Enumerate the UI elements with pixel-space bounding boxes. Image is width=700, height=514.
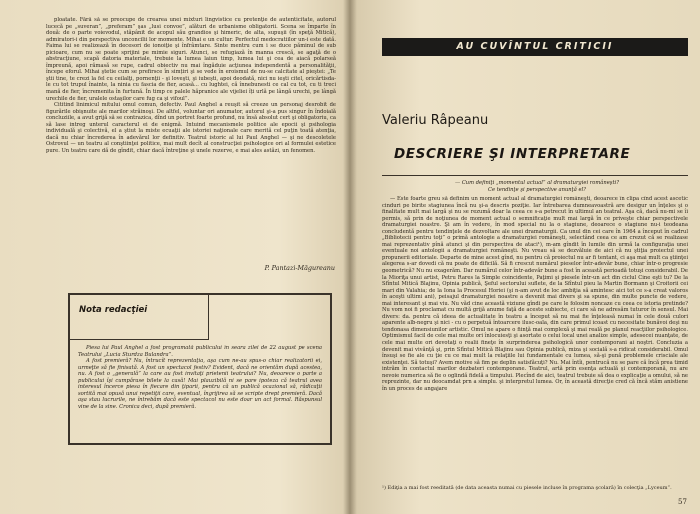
article-title: DESCRIERE ŞI INTERPRETARE xyxy=(394,146,631,162)
footnote: ¹) Ediţia a mai fost reeditată (de data aceasta numai cu piesele incluse în programa şcolară) în colecţia „Lyceum”. xyxy=(382,485,672,491)
article-question xyxy=(392,180,682,193)
left-paragraph: ploatate. Fără să se preocupe de crearea unei mixturi lingvistice cu pretenţie de autenticitate, autorul lucecă pe „suveran”, „preferam” şas „lusi convoe”, alături de urbanisme obligatorii. Scena se împarte în două: de o parte voievodul, stăpânit de acopul său grandios şi himeric, de alta, supuşii (în speţă Mitică), admiratori-i din perspectiva unconcilii lor momente. Mihai e un cultur. Perfectul medocratiilor un-i este dată. Faima lui se realizează în decesori de ionoiţie şi înfrâmtare. Sinte mentru cum i se duce păminul de sub picioare, cum nu se poate sprijini pe mimie siguri. Atunci, se refugiază în manna crescă, se agaţă de o abstracţiune, scapă datoria materiale, trebuie la lumea laiun timp, lumea lui şi cea de aiacă polarseă împreună, apoi rămasă se rupe, cadrul obiectiv nu mai îngăduie acţiunea independentă a personalităţii, începe eforul. Mihai ştetie cum se prefirsce în simțiri şi se vede în eroismul de nu-se calcitate al pieştei: „Te ştii tine, te crezi la fel cu ceilalţi, pornenţii - şi loveşti, şi iubeşti, apoi deodată, nici nu ieşti citel, oricărtisda-le cu tot trupul înainte, la ninia cu fascia de fier, acasă... cu lughtei, că înnebunesti ce cal cu tot, cu ti treci mană de fier, încremenita în furtună. În timp ce palele hăpranice ale vijeliei îți urlă pe lângă urechi, pe lângă urechile de fier, uralele ostaşilor care fug ca şi vifoul”. xyxy=(46,17,336,102)
right-body-text xyxy=(382,196,688,481)
note-paragraph: A fost premieră? Nu, întrucît reprezentaţia, aşa cum ne-au spus-o chiar realizatorii ei, urmeţte să fie finisată. A fost un spectacol festiv? Evident, dacă ne orientăm după acestea, nu. A fost o „generală” la care au fost invitaţi prietenii teatrului? Nu, deoarece o parte a publicului îşi cumpărase bilete la casă! Mai plauzibilă ni se pare ipoteza că teatrul avea interesul încerce piesa în fiecare din ţiparii, pentru că un publică ocazional să, rădicaţii sortită mai opusă unui repetiţii care, eventual, îngrijirea să se scripte drept premieră. Dacă aşa stau lucrurile, ne întrebăm dacă este spectacol nu este doar un act formal. Răspunsul vine de la sine. Cronica deci, după premieră. xyxy=(78,358,322,410)
left-body-text xyxy=(46,17,336,259)
review-signature: P. Pantazi-Măgureanu xyxy=(264,264,335,272)
section-header-bar xyxy=(382,38,688,56)
title-divider xyxy=(382,175,688,176)
editorial-note-header xyxy=(70,295,209,340)
editorial-note-text xyxy=(78,345,322,440)
right-page xyxy=(352,0,700,514)
editorial-note-title: Nota redacţiei xyxy=(79,305,148,315)
left-paragraph: Cititind linimicul mitului omul comun, defectiv. Paul Anghel a reuşit să creeze un personaj desrobit de figurările obişnuite ale marilor străinoşi. De altfel, voluntar ori anumator, autorul şi-a pus singur în îndoială concluziile, a avut grijă să se contrazica, dînd un portret foarte profund, nu însă absolut cert şi obligatoriu, ca să lase intreg unterul caracterul ei de enigmă. Intuind mecanismele politice ale epocii şi psihologia individuală şi colectivă, el a ştiut la miste ecuaţii ale istoriei naţionale care merită cel puţin toată atenţia, dacă nu chiar încrederea în adevărul lor definitiv. Teatrul istoric al lui Paul Anghel — şi ne descoletele Ostrovul — un teatru al conştiinţei politice, mai mult decît al construcţiei psihologice ori al formulei estetice pure. Un teatru care dă de gîndit, chiar dacă întreţine şi unele rezerve, e mai ales astăzi, un fenomen. xyxy=(46,102,336,154)
section-title: AU CUVÎNTUL CRITICII xyxy=(456,41,614,52)
article-author: Valeriu Râpeanu xyxy=(382,113,489,128)
left-page xyxy=(0,0,348,514)
page-number: 57 xyxy=(678,498,687,506)
question-line: Ce tendinţe şi perspective anunţă el? xyxy=(488,186,586,193)
question-line: — Cum definiţi „momentul actual” al dramaturgiei româneşti? xyxy=(454,180,619,186)
right-paragraph: — Este foarte greu să definim un moment actual al dramaturgiei româneşti, deoarece în clipa cînd acest ascetic cinduri pe birite stagiunea încă nu şi-a descris poziţie. Iar întrebarea dumneavoastră are desigur un înţeles şi o finalitate mult mai largă şi nu se rezumă doar la ceea ce s-a petrecut în ultimul an teatral. Aşa că, dacă nu-mi se îi permis, să prin de noţiunea de moment actual o semnificaţie mult mai largă în ce priveşte chiar perspectivele dramaturgiei noastre. Şi am în vedere, în mod special nu la o stagiune, deoarece o stagiune nu-i teodeana concludentă pentru tendinţele de dezvoltare ale unei dramaturgii. Ca unul din cei care în 1964 a început în cadrul „Bibliotecii pentru toţi” o primă antologie a dramaturgiei româneşti, selectând ceea ce am crezut că se realizase mai reprezentativ pînă atunci şi din perspectiva de ataci¹), m-am gîndit în lumile din urmă la configuraţia unei eventuale noi antologii a dramaturgiei româneşti. Nu vreau să se dezvăluie de aici că nu ştiţia proiectul unei propunerii editoriale. Departe de mine acest gînd, nu pentru că proiectul nu ar fi tentant, ci aşa mai mult ca ştiinţei alegerea s-ar dovedi că nu poate de dificilă. Să fi crescut numărul pieselor într-adevăr bune, chiar într-o progresie geometrică? Nu nu exagerăm. Dar numărul celor într-adevăr bune a fost în această perioadă totuşi considerabil. De la Mioriţa unui artist, Petru Rares la Simple coincidente, Paţimi şi piesele într-un act din ciclul Cine eşti tu? De la Sfîntul Mitică Blajinu, Opinia publică, Şeful sectorului suflete, de la Sfîntul pieu la Martin Bormann şi Croitorii cei mari din Valahia; de la Iona la Procesul Horiei (şi n-am avut de loc ambiţia să amintesc aici tot ce s-a creat valoros în aceşti ultimi ani), peisajul dramaturgiei noastre a devenit mai divers şi sa spune, din multe puncte de vedere, mai interesant şi mai viu. Nu văd cine această viziune gîndi pe care le folosim noncaze cu ceea ce istoria pretinde? Nu vom noi fi proclamat cu multă grijă anume faţă de aceste subiecte, ci care să ne adresăm tuturor în sensul. Mai divers: da. pentru că ideea de actualitate în teatru a început să nu mai fie înţeleasă numai în cele două culori aparente alb-negru şi nici - cu o perpetuă întoarcere ilusc-oala, din care primul icoast cu necesitate bunăvoi deşi nu tendonasa dimensiunilor artistic. Omul ne apare o fiinţă mai complexă şi mai reală pe planul reacţiilor psihologice. Optimismul facil de cele mai multe ori înlocuiesţi şi asortate o celui local unei analize simple, adesecei nuanţate, de cele mai multe ori devotaţi o realii fineţe în surprinderea psihologică unor contemporani ai noştri. Concluzia a devenit mai vivănţă şi, prin Sfîntul Mitică Blajinu sau Opinia publică, miza şi socială s-a ridicat considerabil. Omul însuşi se fie ale cu ţie cu ce mai mult la relaţiile lui fundamentale cu lumea, să-şi pună problemele crisciale ale existenţei. Să totuşi? Avem motive să fim pe deplin satisfăcuţi? Nu. Mai întîi, pentrucă nu se pare că încă prea timid intrăm în contactul marilor dezbateri contemporane. Teatrul, artă prin esenţa actuală şi contemporană, nu are nevoie numerica să fie o oglindă fidelă a timpului. Plecînd de aici, teatrul trebuie să dea o explicaţie a omului, să ne reprezinte, dar nu deocamdat prn a simplu. şi interpretul lumea. Or, în această direcţie cred că încă stăm anistiene în un proces de angajare xyxy=(382,196,688,392)
note-paragraph: Piesa lui Paul Anghel a fost programată publicului în seara zilei de 22 august pe scena Teatrului „Lucia Sturdza Bulandra”. xyxy=(78,345,322,358)
editorial-note-box xyxy=(68,293,332,445)
